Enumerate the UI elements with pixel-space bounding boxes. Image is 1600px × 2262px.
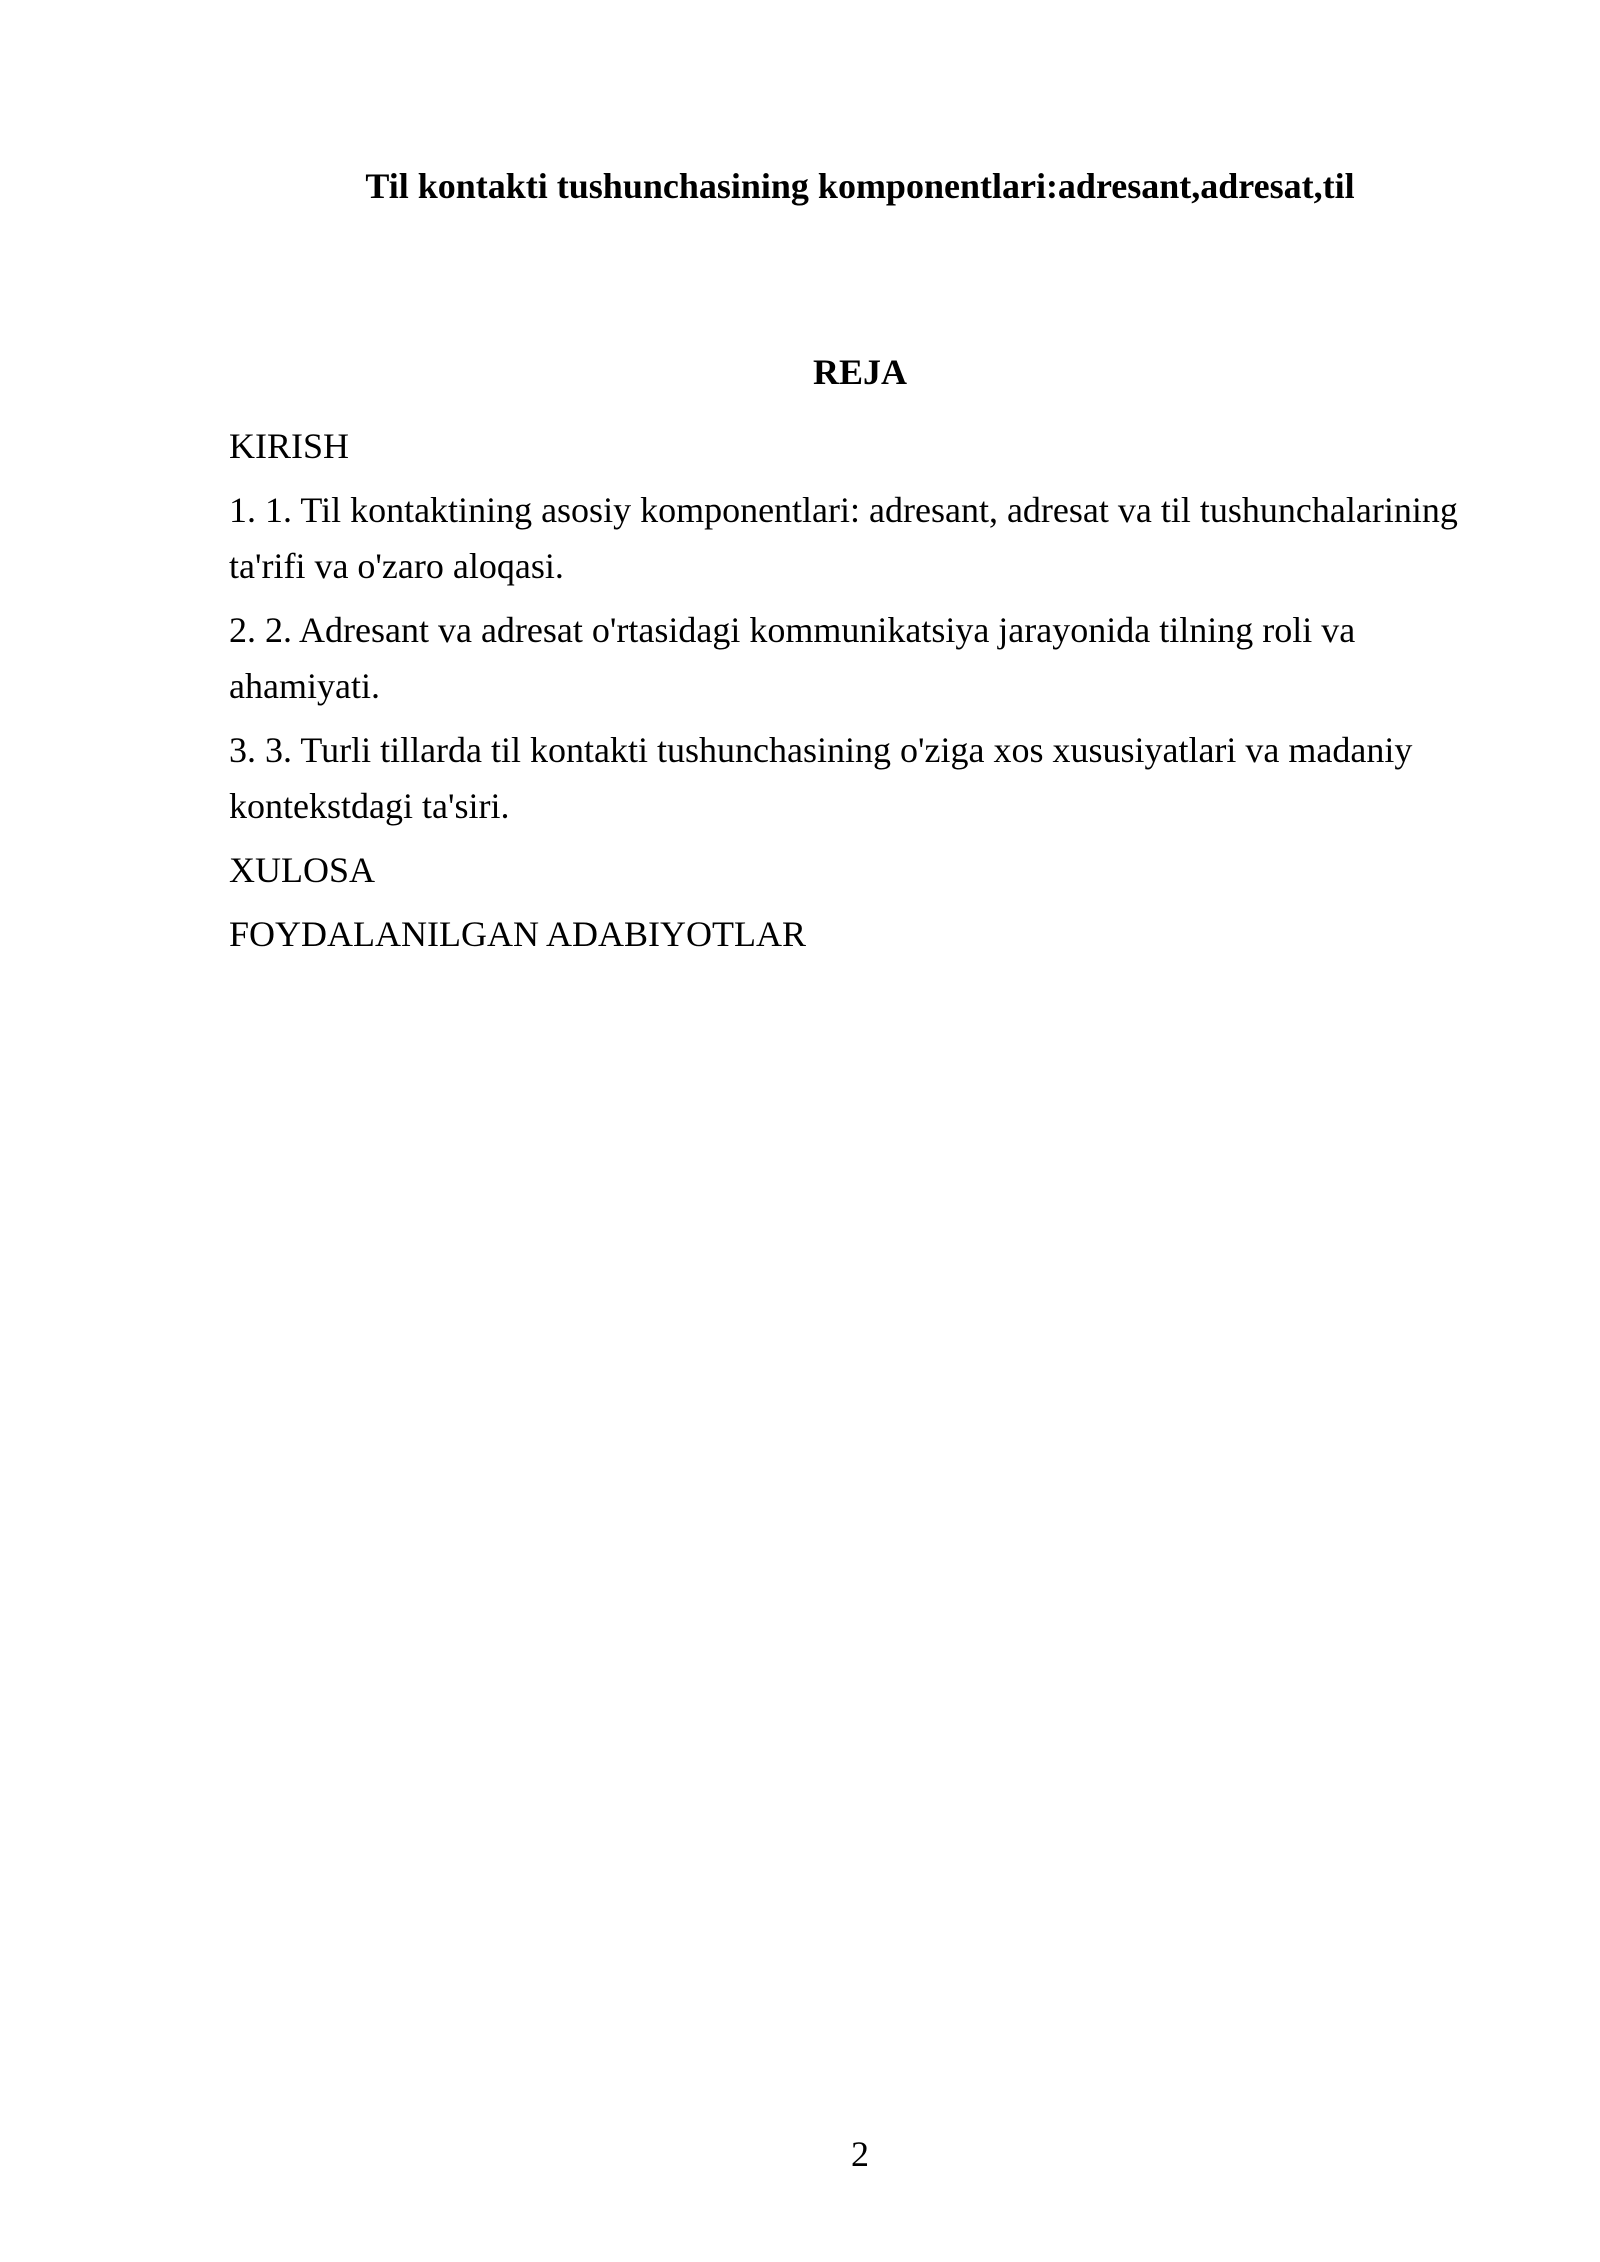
plan-item-introduction: KIRISH xyxy=(229,426,350,466)
plan-item-conclusion: XULOSA xyxy=(229,850,376,890)
plan-item-1: 1. 1. Til kontaktining asosiy komponentlari: adresant, adresat va til tushunchalarining ta'rifi va o'zaro aloqasi. xyxy=(229,490,1458,586)
plan-item-2: 2. 2. Adresant va adresat o'rtasidagi kommunikatsiya jarayonida tilning roli va ahamiyati. xyxy=(229,610,1356,706)
plan-item-3: 3. 3. Turli tillarda til kontakti tushunchasining o'ziga xos xususiyatlari va madaniy kontekstdagi ta'siri. xyxy=(229,730,1413,826)
plan-item-references: FOYDALANILGAN ADABIYOTLAR xyxy=(229,914,806,954)
page-number: 2 xyxy=(851,2134,869,2174)
document-title: Til kontakti tushunchasining komponentlari:adresant,adresat,til xyxy=(365,166,1355,206)
plan-list xyxy=(229,418,1479,970)
plan-heading: REJA xyxy=(812,352,907,392)
